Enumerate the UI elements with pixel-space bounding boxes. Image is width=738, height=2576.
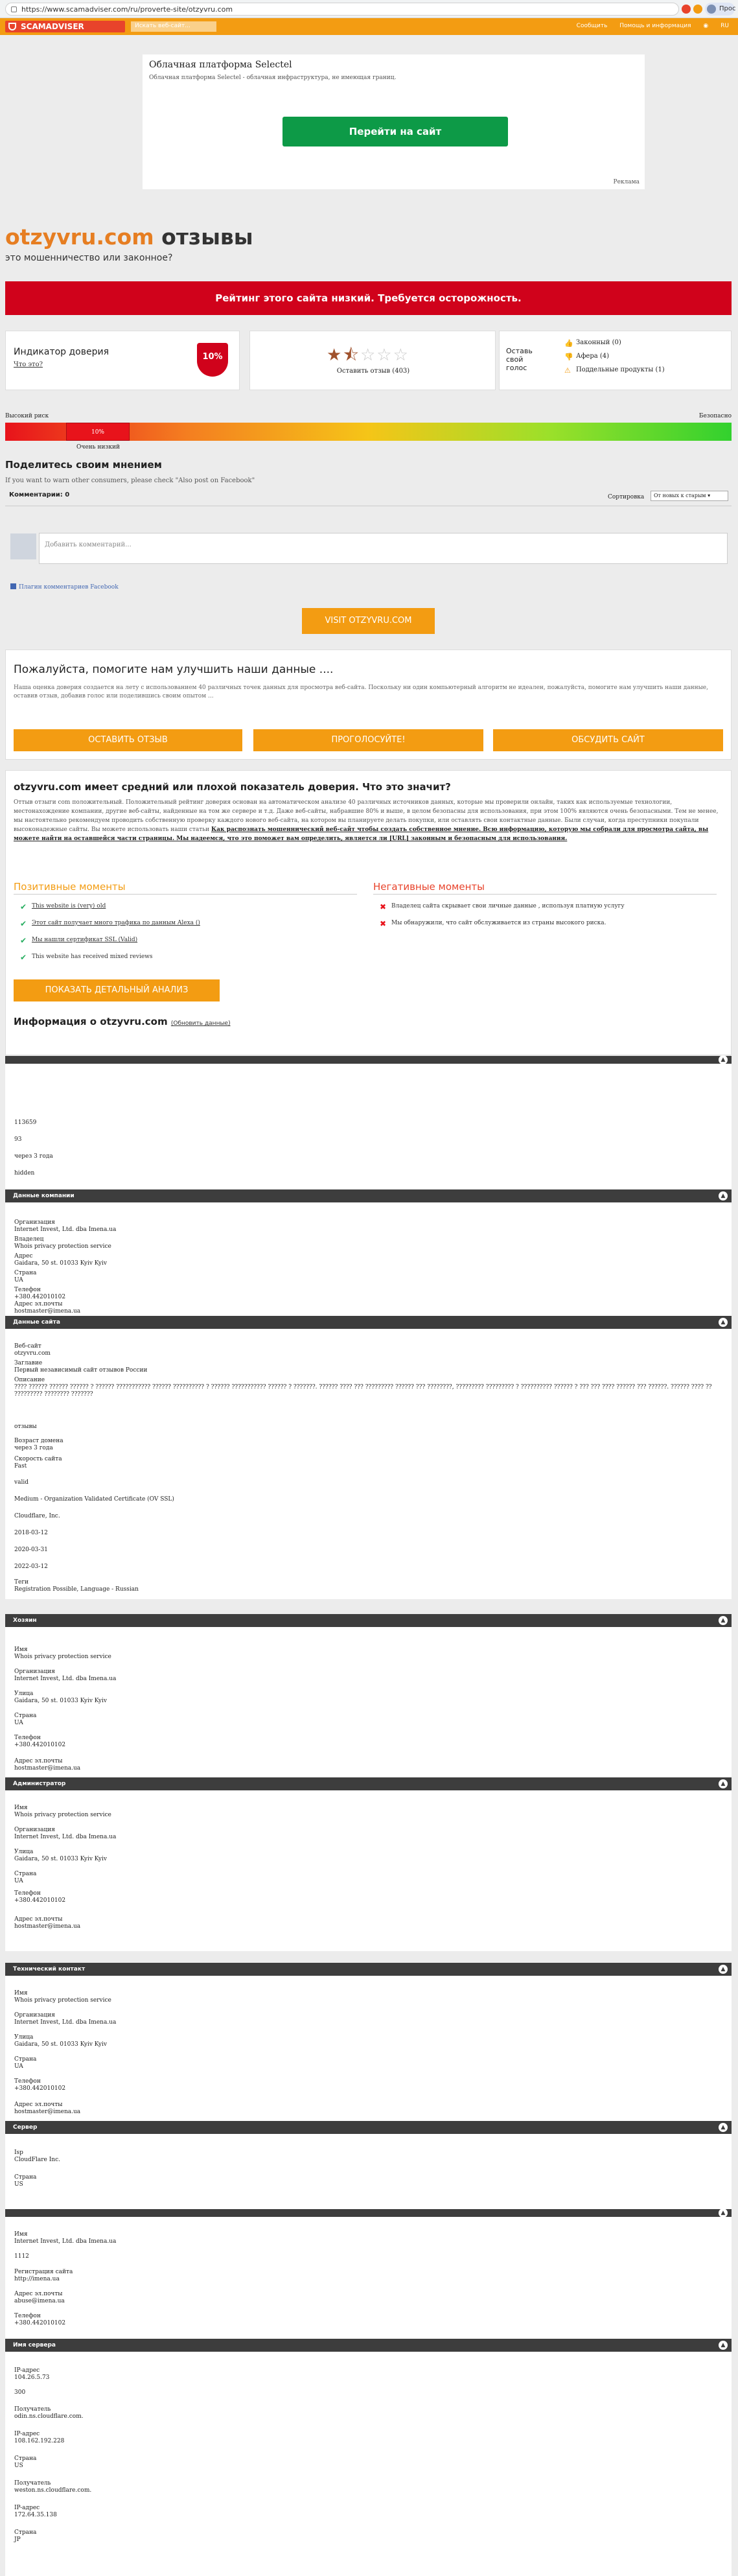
field-label: IP-адрес — [14, 2505, 40, 2511]
field — [14, 1579, 139, 1593]
section-title: Сервер — [13, 2124, 38, 2131]
section-body — [5, 1627, 732, 1792]
field-label: Телефон — [14, 1890, 41, 1897]
avatar — [10, 533, 36, 559]
what-is-this-link[interactable]: Что это? — [14, 361, 43, 368]
positive-point — [20, 953, 153, 962]
field — [14, 1890, 65, 1904]
shield-icon — [8, 23, 16, 30]
vote-card — [499, 331, 732, 390]
rating-card — [249, 331, 496, 390]
positive-title: Позитивные моменты — [14, 881, 126, 893]
leave-review-button[interactable]: ОСТАВИТЬ ОТЗЫВ — [14, 729, 242, 751]
field-label: Страна — [14, 1871, 37, 1877]
field-value: weston.ns.cloudflare.com. — [14, 2487, 92, 2494]
field-label: Адрес — [14, 1253, 33, 1259]
analysis-text — [14, 798, 724, 843]
field — [14, 1219, 116, 1234]
field-label: Организация — [14, 1827, 55, 1833]
field-value: Whois privacy protection service — [14, 1997, 111, 2004]
point-text: Мы обнаружили, что сайт обслуживается из страны высокого риска. — [391, 920, 606, 926]
field — [14, 2149, 60, 2164]
field-value[interactable]: otzyvru.com — [14, 1350, 51, 1357]
field-value: Первый независимый сайт отзывов России — [14, 1367, 148, 1374]
vote-fake[interactable] — [564, 366, 665, 373]
field-label: Телефон — [14, 2078, 41, 2085]
thumbs-up-icon: 👍 — [564, 339, 573, 347]
nav-link-report[interactable]: Сообщить — [576, 23, 608, 29]
field-label: Адрес эл.почты — [14, 1758, 63, 1764]
field-label: Телефон — [14, 2313, 41, 2319]
chevron-up-icon: ▲ — [719, 1616, 728, 1625]
info-title-text: Информация о otzyvru.com — [14, 1016, 168, 1027]
leave-review-link[interactable]: Оставить отзыв (403) — [336, 368, 410, 375]
section-title: Технический контакт — [13, 1966, 86, 1973]
address-bar[interactable] — [5, 3, 679, 16]
chevron-up-icon: ▲ — [719, 2341, 728, 2350]
section-body — [5, 2352, 732, 2576]
section-body — [5, 1064, 732, 1189]
field-label: Организация — [14, 1669, 55, 1675]
section-header-owner[interactable] — [5, 1614, 732, 1627]
positive-point[interactable] — [20, 919, 200, 928]
star-icon: ☆ — [393, 345, 409, 365]
field — [14, 1253, 107, 1267]
section-header-site[interactable] — [5, 1316, 732, 1329]
field — [14, 1236, 111, 1250]
field — [14, 2431, 64, 2445]
title-rest: отзывы — [154, 224, 253, 250]
field-label: Организация — [14, 1219, 55, 1226]
value: 300 — [14, 2389, 26, 2396]
field-value[interactable]: http://imena.ua — [14, 2276, 60, 2282]
field-value: через 3 года — [14, 1445, 53, 1451]
sort-select[interactable]: От новых к старым ▾ — [651, 491, 728, 501]
analysis-title: otzyvru.com имеет средний или плохой показатель доверия. Что это значит? — [14, 781, 451, 793]
ad-title[interactable]: Облачная платформа Selectel — [149, 60, 292, 70]
section-body — [5, 1976, 732, 2137]
field — [14, 2455, 36, 2470]
field — [14, 2406, 84, 2420]
section-header-tech[interactable] — [5, 1963, 732, 1976]
point-text: Мы нашли сертификат SSL (Valid) — [32, 937, 138, 943]
nav-link-help[interactable]: Помощь и информация — [619, 23, 691, 29]
field-label: Описание — [14, 1377, 45, 1383]
search-input[interactable]: Искать веб-сайт... — [131, 21, 216, 32]
field-label: Телефон — [14, 1735, 41, 1741]
fb-plugin-label: Плагин комментариев Facebook — [19, 584, 119, 591]
field-value: UA — [14, 1277, 23, 1283]
chevron-up-icon: ▲ — [719, 1055, 728, 1064]
vote-label: Поддельные продукты (1) — [576, 366, 665, 373]
value: через 3 года — [14, 1153, 53, 1160]
field-value: odin.ns.cloudflare.com. — [14, 2413, 84, 2420]
field-label: Адрес эл.почты — [14, 1916, 63, 1923]
field — [14, 2102, 80, 2116]
field — [14, 2012, 116, 2026]
field-label: Страна — [14, 2174, 37, 2181]
field-value: 108.162.192.228 — [14, 2438, 65, 2444]
risk-marker: 10% — [66, 423, 130, 441]
field-value: Gaidara, 50 st. 01033 Kyiv Kyiv — [14, 2041, 107, 2048]
field-value: UA — [14, 1720, 23, 1726]
field-label: Владелец — [14, 1236, 44, 1243]
site-nav — [0, 18, 738, 35]
title-domain: otzyvru.com — [5, 224, 154, 250]
negative-title: Негативные моменты — [373, 881, 485, 893]
page-title — [5, 224, 253, 250]
value: 113659 — [14, 1119, 37, 1126]
section-title: Данные сайта — [13, 1319, 60, 1326]
field-value: Internet Invest, Ltd. dba Imena.ua — [14, 2238, 117, 2245]
field-value: +380.442010102 — [14, 1294, 66, 1300]
field-value: 172.64.35.138 — [14, 2512, 57, 2518]
field — [14, 2291, 65, 2305]
field-label: Веб-сайт — [14, 1343, 41, 1350]
field — [14, 2480, 91, 2494]
discuss-button[interactable]: ОБСУДИТЬ САЙТ — [493, 729, 723, 751]
value: 2020-03-31 — [14, 1547, 48, 1553]
field-label: Телефон — [14, 1287, 41, 1293]
chevron-up-icon: ▲ — [719, 1318, 728, 1327]
analysis-link[interactable]: Как распознать мошеннический веб-сайт чтобы создать собственное мнение. Всю информацию, которую мы собрали для просмотра сайта, вы можете найти на оставшейся части страницы. Мы надеемся, что это поможет вам определить, является ли [URL] законным и безопасным для использования. — [14, 826, 709, 842]
cross-icon: ✖ — [380, 902, 387, 911]
field-value: Registration Possible, Language - Russian — [14, 1586, 139, 1593]
field-value: JP — [14, 2536, 21, 2543]
thumbs-down-icon: 👎 — [564, 353, 573, 361]
section-body — [5, 2217, 732, 2339]
field — [14, 1456, 62, 1470]
extension-icon[interactable] — [693, 5, 702, 14]
check-icon: ✔ — [20, 919, 27, 928]
extension-icon[interactable] — [682, 5, 691, 14]
field-value: +380.442010102 — [14, 2320, 66, 2326]
field-value: hostmaster@imena.ua — [14, 1923, 81, 1930]
warning-banner: Рейтинг этого сайта низкий. Требуется осторожность. — [5, 281, 732, 315]
field-value: hostmaster@imena.ua — [14, 2109, 81, 2115]
field-value: +380.442010102 — [14, 1897, 66, 1904]
field — [14, 1849, 107, 1863]
section-header-admin[interactable] — [5, 1777, 732, 1790]
value: Cloudflare, Inc. — [14, 1513, 60, 1519]
lock-icon — [11, 6, 17, 12]
detailed-analysis-button[interactable]: ПОКАЗАТЬ ДЕТАЛЬНЫЙ АНАЛИЗ — [14, 979, 220, 1001]
facebook-icon — [10, 583, 16, 589]
value: 93 — [14, 1136, 22, 1143]
field-label: Возраст домена — [14, 1438, 63, 1444]
field-label: Страна — [14, 2529, 37, 2536]
point-text: Владелец сайта скрывает свои личные данные , используя платную услугу — [391, 903, 625, 909]
field — [14, 2078, 65, 2092]
field — [14, 2034, 107, 2048]
field — [14, 1438, 63, 1452]
field-value: CloudFlare Inc. — [14, 2157, 60, 2163]
value: 2022-03-12 — [14, 1563, 48, 1570]
section-title: Имя сервера — [13, 2342, 56, 2348]
help-card — [5, 650, 732, 760]
field-value: Fast — [14, 1463, 27, 1469]
field — [14, 1871, 36, 1885]
field — [14, 2367, 49, 2382]
field-label: Имя — [14, 2231, 28, 2238]
url-text: https://www.scamadviser.com/ru/proverte-site/otzyvru.com — [21, 5, 233, 14]
field-label: Получатель — [14, 2406, 51, 2413]
field-value: Whois privacy protection service — [14, 1654, 111, 1660]
vote-scam[interactable] — [564, 353, 665, 360]
field-label: Улица — [14, 1849, 34, 1855]
browser-toolbar — [0, 0, 738, 18]
info-title — [14, 1016, 231, 1027]
field — [14, 1713, 36, 1727]
profile-button[interactable] — [705, 3, 735, 16]
field-label: Страна — [14, 1713, 37, 1719]
field-value: Whois privacy protection service — [14, 1812, 111, 1818]
field-label: Улица — [14, 1691, 34, 1697]
analysis-card — [5, 770, 732, 1055]
field-label: Страна — [14, 2455, 37, 2462]
check-icon: ✔ — [20, 936, 27, 945]
field-label: Заглавие — [14, 1360, 43, 1366]
field-label: Улица — [14, 2034, 34, 2041]
chevron-up-icon: ▲ — [719, 2123, 728, 2132]
field — [14, 1916, 80, 1930]
field-value: Internet Invest, Ltd. dba Imena.ua — [14, 1226, 117, 1233]
field — [14, 1377, 721, 1398]
section-body — [5, 1790, 732, 1951]
field-value: Gaidara, 50 st. 01033 Kyiv Kyiv — [14, 1856, 107, 1862]
help-title: Пожалуйста, помогите нам улучшить наши данные .... — [14, 663, 334, 676]
field-value: abuse@imena.ua — [14, 2298, 65, 2304]
page-subtitle: это мошенничество или законное? — [5, 253, 173, 263]
value: Medium - Organization Validated Certificate (OV SSL) — [14, 1496, 174, 1503]
positive-point[interactable] — [20, 936, 138, 945]
star-icon: ☆ — [376, 345, 393, 365]
field-value: US — [14, 2181, 23, 2188]
risk-caption: Очень низкий — [76, 444, 120, 451]
vote-label: Законный (0) — [576, 339, 621, 346]
nav-link-language[interactable]: RU — [721, 23, 729, 29]
profile-label: Прос — [719, 5, 736, 12]
field — [14, 1343, 51, 1357]
field-value: Gaidara, 50 st. 01033 Kyiv Kyiv — [14, 1260, 107, 1267]
field-value: US — [14, 2463, 23, 2469]
risk-high-label: Высокий риск — [5, 413, 49, 419]
field-label: Страна — [14, 1270, 37, 1276]
field — [14, 2529, 36, 2544]
field — [14, 2505, 57, 2519]
check-icon: ✔ — [20, 902, 27, 911]
field — [14, 1360, 147, 1374]
avatar — [707, 5, 716, 14]
value: 2018-03-12 — [14, 1530, 48, 1536]
field — [14, 1990, 111, 2004]
section-header[interactable] — [5, 2209, 732, 2217]
field-label: Адрес эл.почты — [14, 2291, 63, 2297]
user-icon[interactable]: ◉ — [703, 23, 709, 29]
negative-point — [380, 902, 625, 911]
field-label: Теги — [14, 1579, 29, 1586]
section-title: Хозяин — [13, 1617, 37, 1624]
comment-input[interactable]: Добавить комментарий... — [39, 533, 728, 564]
field — [14, 1646, 111, 1661]
field — [14, 1301, 80, 1315]
scamadviser-logo[interactable] — [5, 21, 125, 32]
value: 1112 — [14, 2253, 29, 2260]
point-text: This website has received mixed reviews — [32, 954, 153, 960]
point-text: This website is (very) old — [32, 903, 106, 909]
vote-label: Афера (4) — [576, 353, 610, 360]
comment-count: Комментарии: 0 — [9, 491, 70, 498]
point-text: Этот сайт получает много трафика по данным Alexa () — [32, 920, 200, 926]
facebook-plugin-link[interactable] — [10, 583, 119, 591]
vote-options — [564, 339, 665, 380]
section-title: Данные компании — [13, 1193, 75, 1199]
field-label: Страна — [14, 2056, 37, 2063]
field — [14, 1827, 116, 1841]
update-data-link[interactable]: (Обновить данные) — [170, 1020, 231, 1027]
field-value: Internet Invest, Ltd. dba Imena.ua — [14, 1676, 117, 1682]
negative-point — [380, 919, 606, 928]
visit-site-button[interactable]: VISIT OTZYVRU.COM — [302, 608, 435, 634]
field-value: Internet Invest, Ltd. dba Imena.ua — [14, 2019, 117, 2026]
ad-description: Облачная платформа Selectel - облачная инфраструктура, не имеющая границ. — [149, 75, 397, 81]
section-header-server[interactable] — [5, 2121, 732, 2134]
vote-button[interactable]: ПРОГОЛОСУЙТЕ! — [253, 729, 483, 751]
warning-icon: ⚠ — [564, 366, 571, 375]
field-label: Регистрация сайта — [14, 2269, 73, 2275]
vote-title: Оставь свой голос — [506, 347, 533, 372]
section-header[interactable] — [5, 1056, 732, 1064]
field — [14, 2174, 36, 2188]
field-label: Isp — [14, 2149, 23, 2156]
vote-legit[interactable] — [564, 339, 665, 346]
share-title: Поделитесь своим мнением — [5, 459, 162, 471]
field-label: IP-адрес — [14, 2431, 40, 2437]
field-value: 104.26.5.73 — [14, 2374, 50, 2381]
ad-banner — [143, 54, 645, 189]
field — [14, 2056, 36, 2070]
field — [14, 1758, 80, 1772]
field — [14, 1287, 65, 1301]
risk-safe-label: Безопасно — [698, 413, 732, 419]
section-header-ns[interactable] — [5, 2339, 732, 2352]
field — [14, 2231, 116, 2245]
field-label: Имя — [14, 1990, 28, 1996]
field-label: Имя — [14, 1805, 28, 1811]
field-value: hostmaster@imena.ua — [14, 1308, 81, 1315]
nav-links — [566, 23, 729, 29]
field-value: Whois privacy protection service — [14, 1243, 111, 1250]
field — [14, 1669, 116, 1683]
chevron-up-icon: ▲ — [719, 1779, 728, 1788]
section-title: Администратор — [13, 1781, 66, 1787]
field-label: IP-адрес — [14, 2367, 40, 2374]
value: hidden — [14, 1170, 35, 1177]
field-value: Gaidara, 50 st. 01033 Kyiv Kyiv — [14, 1698, 107, 1704]
analysis-body: Оттыв отзыги com положительный. Положительный рейтинг доверия основан на автоматическом анализе 40 различных источников данных, которые мы проверили онлайн, таких как используемые технологии, местонахождение компании, другие веб-сайты, найденные на том же сервере и т.д. Даже веб-сайты, набравшие 80% и выше, в целом безопасны для использования, при этом 100% являются очень безопасными. Тем не менее, мы настоятельно рекомендуем проводить собственную проверку каждого нового веб-сайта, на котором вы планируете делать покупки, или оставлять свои контактные данные. Были случаи, когда преступники покупали высоконадежные сайты. Вы можете использовать наши статьи — [14, 799, 719, 833]
value: valid — [14, 1479, 29, 1486]
field-label: Адрес эл.почты — [14, 2102, 63, 2108]
cross-icon: ✖ — [380, 919, 387, 928]
chevron-up-icon: ▲ — [719, 1965, 728, 1974]
divider — [14, 894, 357, 895]
field-value: UA — [14, 2063, 23, 2070]
logo-text: SCAMADVISER — [21, 22, 84, 31]
star-icon: ★ — [327, 345, 343, 365]
section-body — [5, 2134, 732, 2209]
ad-cta-button[interactable]: Перейти на сайт — [283, 117, 508, 146]
sort-label: Сортировка — [608, 494, 645, 500]
field — [14, 1735, 65, 1749]
check-icon: ✔ — [20, 953, 27, 962]
divider — [373, 894, 717, 895]
ad-label: Реклама — [613, 179, 640, 185]
field-value: Internet Invest, Ltd. dba Imena.ua — [14, 1834, 117, 1840]
field — [14, 1805, 111, 1819]
field-label: Имя — [14, 1646, 28, 1653]
field-value: +380.442010102 — [14, 2085, 66, 2092]
field-value: UA — [14, 1878, 23, 1884]
field-value: hostmaster@imena.ua — [14, 1765, 81, 1772]
trust-score-badge: 10% — [197, 343, 228, 377]
trust-card — [5, 331, 240, 390]
section-header-company[interactable] — [5, 1189, 732, 1202]
field-label: Организация — [14, 2012, 55, 2019]
section-body — [5, 1329, 732, 1599]
chevron-up-icon: ▲ — [719, 2208, 728, 2218]
star-half-icon: ⯪ — [343, 345, 360, 365]
field-label: Получатель — [14, 2480, 51, 2487]
field — [14, 2313, 65, 2327]
positive-point[interactable] — [20, 902, 106, 911]
star-icon: ☆ — [360, 345, 377, 365]
field-value: +380.442010102 — [14, 1742, 66, 1748]
field-label: Адрес эл.почты — [14, 1301, 63, 1307]
value: отзывы — [14, 1423, 37, 1430]
section-body — [5, 1202, 732, 1316]
field — [14, 1691, 107, 1705]
field-label: Скорость сайта — [14, 1456, 62, 1462]
field — [14, 2269, 73, 2283]
trust-title: Индикатор доверия — [14, 347, 110, 357]
share-note: If you want to warn other consumers, please check "Also post on Facebook" — [5, 477, 255, 484]
field-value: ???? ?????? ?????? ?????? ? ?????? ??????????? ?????? ?????????? ? ?????? ??????????? ?????? ? ???????. ?????? ???? ??? ????????? ?????? ??? ????????, ????????? ????????? ? ?????????? ?????? ? ??? ??? ???? ?????? ??? ??????. ?????? ???? ?? ????????? ???????? ??????? — [14, 1384, 712, 1398]
field — [14, 1270, 36, 1284]
chevron-up-icon: ▲ — [719, 1191, 728, 1200]
help-text: Наша оценка доверия создается на лету с использованием 40 различных точек данных для просмотра веб-сайта. Поскольку ни один компьютерный алгоритм не идеален, пожалуйста, помогите нам улучшить наши данные, оставив отзыв, добавив голос или поделившись своим опытом ... — [14, 685, 708, 699]
